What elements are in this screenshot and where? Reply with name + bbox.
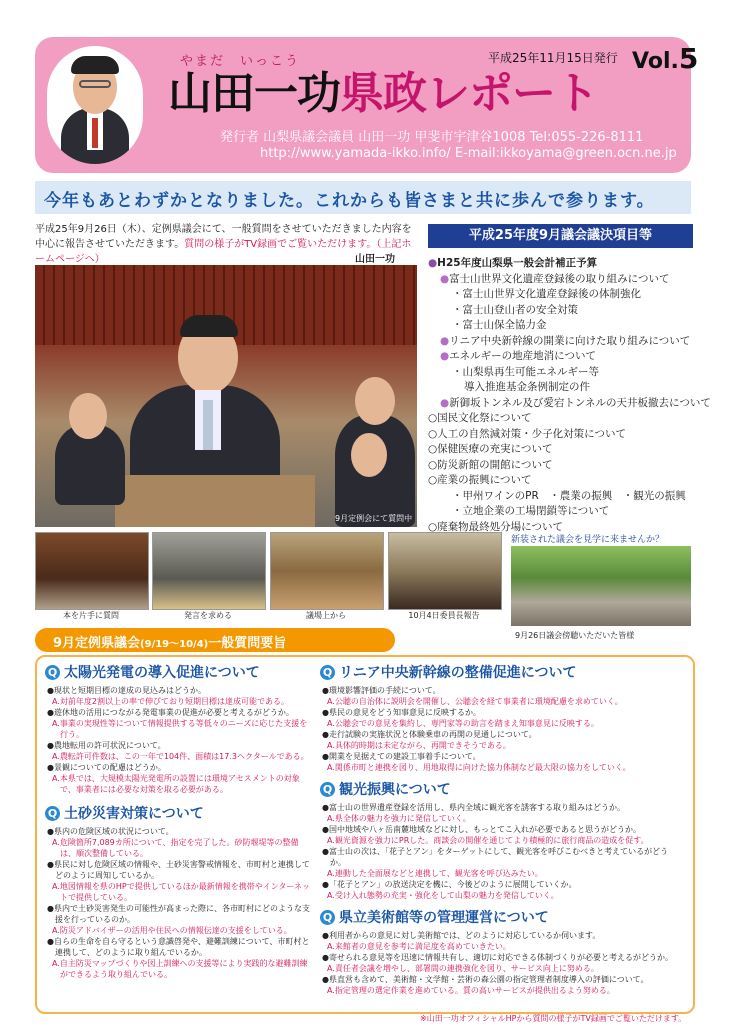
portrait-photo (47, 46, 143, 164)
agenda-item (428, 380, 703, 396)
answer-line: A.農転許可件数は、この一年で104件、面積は17.3ヘクタールである。 (52, 752, 309, 761)
question-line: ●寄せられる意見等を迅速に情報共有し、適切に対応できる体制づくりが必要と考えるがどうか。 (322, 953, 673, 962)
agenda-bullet: ● (440, 272, 450, 285)
agenda-item-text: 富士山登山者の安全対策 (462, 303, 578, 316)
answer-line: A.防災アドバイザーの活用や住民への情報伝達の支援をしている。 (52, 926, 292, 935)
group-photo (511, 546, 691, 626)
agenda-list (428, 256, 711, 535)
thumb-caption-4: 10月4日委員長報告 (408, 611, 480, 620)
thumb-photo-1 (35, 532, 149, 610)
topic-heading-text: 観光振興について (339, 782, 451, 798)
topic-heading (45, 662, 313, 682)
question-line: ●県民の意見をどう知事意見に反映するか。 (322, 708, 481, 717)
intro-text: 平成25年9月26日（木）、定例県議会にて、一般質問をさせていただきました内容を中心に報告させていただきます。 (35, 224, 412, 250)
agenda-item-text: 富士山世界文化遺産登録後の取り組みについて (449, 272, 670, 285)
answer-line: A.受け入れ態勢の充実・強化をして山梨の魅力を発信していく。 (327, 891, 559, 900)
agenda-item-text: エネルギーの地産地消について (449, 350, 596, 362)
answer-line: A.対前年度2割以上の率で伸びており短期目標は達成可能である。 (52, 697, 289, 706)
agenda-item-text: 山梨県再生可能エネルギー等 (462, 365, 599, 378)
question-line: ●富士山の世界遺産登録を活用し、県内全域に観光客を誘客する取り組みはどうか。 (322, 803, 625, 812)
agenda-bullet: ● (440, 334, 450, 347)
contact-info[interactable]: http://www.yamada-ikko.info/ E-mail:ikkoyama@green.ocn.ne.jp (260, 146, 677, 161)
group-photo-caption: 9月26日議会傍聴いただいた皆様 (515, 631, 635, 640)
question-line: ●「花子とアン」の放送決定を機に、今後どのように展開していくか。 (322, 880, 577, 889)
agenda-item-text: リニア中央新幹線の開業に向けた取り組みについて (449, 334, 691, 347)
q-badge-icon: Q (320, 910, 335, 925)
question-line: ●富士山の次は、「花子とアン」をターゲットにして、観光客を呼びこむべきと考えているがどうか。 (322, 847, 669, 867)
question-line: ●県内で土砂災害発生の可能性が高まった際に、各市町村にどのような支援を行っているのか。 (47, 904, 310, 924)
title-report: 県政レポート (340, 68, 598, 119)
thumb-caption-1: 本を片手に質問 (63, 611, 119, 620)
volume-label: Vol. (632, 49, 679, 74)
agenda-item-text: 富士山世界文化遺産登録後の体制強化 (462, 288, 641, 300)
thumb-caption-3: 議場上から (306, 611, 346, 620)
question-line: ●自らの生命を自ら守るという意識啓発や、避難訓練について、市町村と連携して、どのように取り組んでいるか。 (47, 937, 310, 957)
agenda-item (428, 504, 703, 520)
answer-line: A.連動した全面展などと連携して、観光客を呼び込みたい。 (327, 869, 543, 878)
agenda-item-text: 立地企業の工場閉鎖等について (462, 505, 610, 517)
topic-heading-text: 太陽光発電の導入促進について (64, 665, 260, 681)
author-signature: 山田一功 (355, 254, 395, 265)
question-line: ●農地転用の許可状況について。 (47, 741, 166, 750)
agenda-item-text: 人工の自然減対策・少子化対策について (437, 427, 626, 440)
agenda-item (428, 365, 703, 381)
q-badge-icon: Q (45, 806, 60, 821)
agenda-item-text: 甲州ワインのPR ・農業の振興 ・観光の振興 (462, 489, 686, 502)
agenda-bullet: ・ (452, 505, 463, 517)
question-line: ●環境影響評価の手続について。 (322, 686, 441, 695)
answer-line: A.自主防災マップづくりや図上訓練への支援等により実践的な避難訓練ができるよう取り組んでいる。 (52, 959, 308, 979)
agenda-item (428, 489, 703, 505)
question-line: ●県直営も含めて、美術館・文学館・芸術の森公園の指定管理者制度導入の評価について。 (322, 975, 649, 984)
agenda-bullet: ● (440, 396, 450, 409)
topic-heading (45, 803, 313, 823)
q-badge-icon: Q (320, 782, 335, 797)
topic-heading (320, 907, 684, 927)
agenda-item-text: 国民文化祭について (437, 412, 532, 424)
agenda-item (428, 442, 703, 458)
agenda-bullet: ○ (428, 458, 438, 471)
qa-column-left (45, 662, 313, 988)
answer-line: A.県全体の魅力を強力に発信していく。 (327, 814, 471, 823)
footnote: ※山田一功オフィシャルHPから質問の様子がTV録画でご覧いただけます。 (420, 1014, 687, 1023)
question-line: ●利用者からの意見に対し美術館では、どのように対応しているか伺います。 (322, 931, 601, 940)
topic-heading-text: 土砂災害対策について (64, 806, 204, 822)
agenda-item (428, 256, 703, 272)
question-line: ●開業を見据えての建設工事着手について。 (322, 752, 481, 761)
answer-line: A.来館者の意見を参考に満足度を高めていきたい。 (327, 942, 511, 951)
answer-line: A.事業の実現性等について情報提供する等低々のニーズに応じた支援を行う。 (52, 719, 308, 739)
title-name: 山田一功 (168, 68, 340, 119)
agenda-item-text: 保健医療の充実について (437, 443, 553, 455)
topic-heading-text: 県立美術館等の管理運営について (339, 910, 549, 926)
thumb-photo-3 (270, 532, 384, 610)
agenda-item (428, 272, 703, 288)
agenda-bullet: ● (440, 350, 450, 362)
agenda-bullet: ○ (428, 427, 438, 440)
agenda-item (428, 396, 711, 412)
topic-heading-text: リニア中央新幹線の整備促進について (339, 665, 577, 681)
topic-heading (320, 779, 684, 799)
question-line: ●県民に対し危険区域の情報や、土砂災害警戒情報を、市町村と連携してどのように周知しているか。 (47, 860, 310, 880)
thumb-photo-4 (388, 532, 502, 610)
report-title (168, 68, 598, 120)
question-line: ●景観についての配慮はどうか。 (47, 763, 166, 772)
thumb-caption-2: 発言を求める (184, 611, 232, 620)
main-photo-caption: 9月定例会にて質問中 (335, 514, 413, 523)
agenda-bullet: ○ (428, 412, 438, 424)
question-line: ●県内の危険区域の状況について。 (47, 827, 174, 836)
agenda-bullet: ○ (428, 474, 438, 486)
section-title (53, 632, 286, 651)
agenda-bullet: ● (428, 257, 438, 269)
volume-number (632, 42, 698, 75)
agenda-item (428, 287, 703, 303)
agenda-bullet: ・ (452, 365, 463, 378)
answer-line: A.指定管理の選定作業を進めている。質の高いサービスが提供出るよう努める。 (327, 986, 615, 995)
answer-line: A.公聴会での意見を集約し、専門家等の助言を踏まえ知事意見に反映する。 (327, 719, 599, 728)
agenda-bullet: ・ (452, 303, 463, 316)
qa-topic (320, 907, 684, 996)
issue-date: 平成25年11月15日発行 (488, 51, 618, 65)
qa-topic (320, 779, 684, 901)
qa-topic (45, 662, 313, 795)
agenda-item-text: 産業の振興について (437, 474, 532, 486)
agenda-bullet: ○ (428, 520, 438, 533)
topic-heading (320, 662, 684, 682)
intro-red-note[interactable]: 質問の様子がTV録画でご覧いただけます。（上記ホームページへ） (35, 239, 412, 265)
agenda-bullet: ○ (428, 443, 438, 455)
agenda-item-text: 富士山保全協力金 (462, 319, 547, 331)
qa-topic (320, 662, 684, 773)
main-photo-speech (35, 265, 417, 527)
thumb-photo-2 (152, 532, 266, 610)
agenda-item (428, 303, 703, 319)
publisher-info: 発行者 山梨県議会議員 山田一功 甲斐市宇津谷1008 Tel:055-226-8111 (220, 130, 644, 145)
agenda-item-text: 廃棄物最終処分場について (437, 520, 563, 533)
agenda-item (428, 458, 703, 474)
agenda-item (428, 473, 703, 489)
answer-line: A.観光資源を強力にPRした。商談会の開催を通じてより積極的に旅行商品の造成を促す。 (327, 836, 649, 845)
answer-line: A.責任者会議を増やし、部署間の連携強化を図り、サービス向上に努める。 (327, 964, 599, 973)
agenda-bullet: ・ (452, 319, 463, 331)
q-badge-icon: Q (320, 665, 335, 680)
agenda-bullet: ・ (452, 288, 463, 300)
agenda-bullet: ・ (452, 489, 463, 502)
agenda-item (428, 318, 703, 334)
agenda-item-text: 防災新館の開館について (437, 458, 553, 471)
volume-value: 5 (678, 42, 699, 75)
qa-topic (45, 803, 313, 980)
question-line: ●国中地域や八ヶ岳南麓地域などに対し、もっとてこ入れが必要であると思うがどうか。 (322, 825, 641, 834)
answer-line: A.関係市町と連携を図り、用地取得に向けた協力体制など最大限の協力をしていく。 (327, 763, 631, 772)
agenda-item (428, 334, 703, 350)
greeting-text: 今年もあとわずかとなりました。これからも皆さまと共に歩んで参ります。 (44, 191, 655, 211)
answer-line: A.公聴の自治体に説明会を開催し、公聴会を経て事業者に環境配慮を求めていく。 (327, 697, 623, 706)
agenda-item-text: H25年度山梨県一般会計補正予算 (437, 257, 598, 269)
question-line: ●現状と短期目標の達成の見込みはどうか。 (47, 686, 206, 695)
agenda-item (428, 427, 703, 443)
question-line: ●遊休地の活用につながる発電事業の促進が必要と考えるがどうか。 (47, 708, 294, 717)
q-badge-icon: Q (45, 665, 60, 680)
agenda-title: 平成25年度9月議会議決項目等 (428, 224, 693, 248)
qa-column-right (320, 662, 684, 1002)
agenda-item (428, 349, 703, 365)
agenda-item-text: 導入推進基金条例制定の件 (464, 381, 590, 393)
question-line: ●走行試験の実施状況と体験乗車の再開の見通しについて。 (322, 730, 537, 739)
title-ruby: やまだ いっこう (180, 54, 301, 69)
section-title-suffix: 一般質問要旨 (208, 636, 287, 651)
answer-line: A.本県では、大規模太陽光発電所の設置には環境アセスメントの対象で、事業者には必要な対策を取る必要がある。 (52, 774, 300, 794)
new-hall-heading: 新装された議会を見学に来ませんか？ (511, 535, 665, 545)
answer-line: A.地図情報を県のHPで提供しているほか最新情報を携帯やインターネットで提供している。 (52, 882, 310, 902)
section-title-main: 9月定例県議会 (53, 636, 141, 651)
agenda-item (428, 411, 703, 427)
answer-line: A.危険箇所7,089カ所について、指定を完了した。砂防堰堤等の整備は、順次整備している。 (52, 838, 299, 858)
answer-line: A.具体的時期は未定ながら、再開できそうである。 (327, 741, 511, 750)
section-title-span: (9/19～10/4) (140, 639, 209, 650)
agenda-item-text: 新御坂トンネル及び愛宕トンネルの天井板撤去について (449, 396, 711, 409)
